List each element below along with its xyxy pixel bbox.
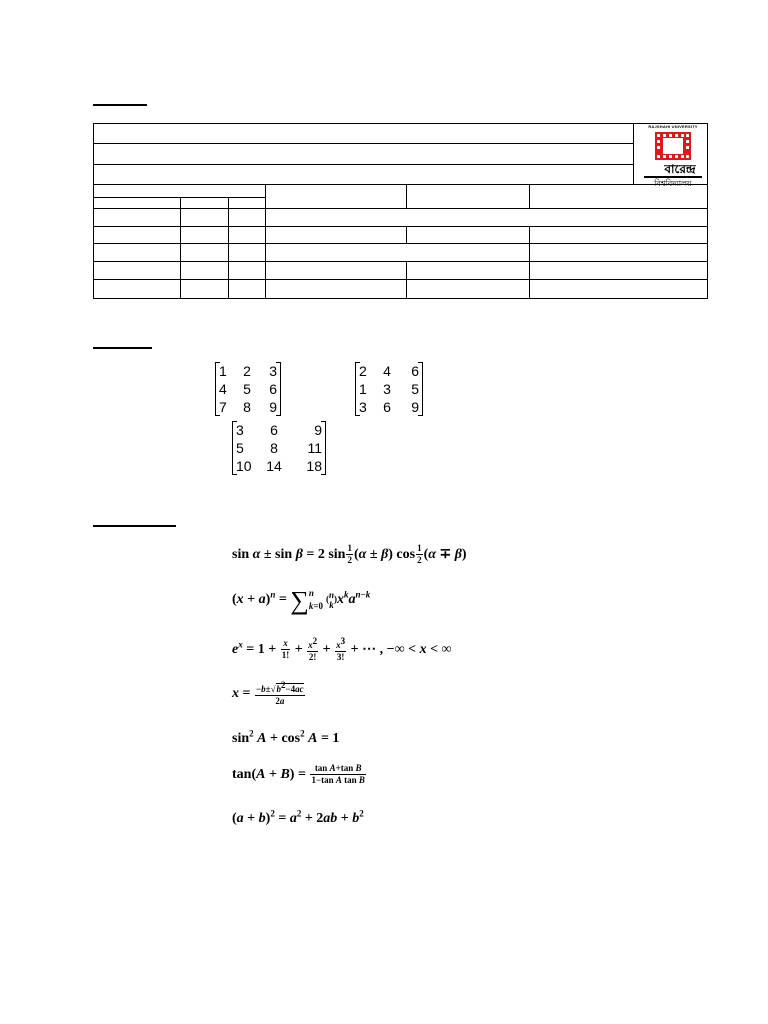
matrix-cell: 1 xyxy=(219,363,227,379)
formula-square-of-sum: $(a + b)^2 = a^2 + 2ab + b^2$ xyxy=(232,808,364,826)
header-table-col-line xyxy=(265,184,266,299)
matrix-b xyxy=(355,362,423,416)
matrix-right-bracket xyxy=(321,421,326,475)
matrix-cell: 9 xyxy=(269,399,277,415)
section-heading-underline-2 xyxy=(93,347,152,349)
header-table-row-line xyxy=(93,197,265,198)
formula-pythagorean-identity: $\sin^2 A + \cos^2 A = 1$ xyxy=(232,728,340,746)
header-table-row-line xyxy=(93,226,708,227)
matrix-cell: 9 xyxy=(411,399,419,415)
header-table-col-line xyxy=(228,197,229,299)
logo-bengali-line-2: বিশ্ববিদ্যালয় xyxy=(654,179,692,188)
matrix-right-bracket xyxy=(418,362,423,416)
matrix-cell: 5 xyxy=(236,440,244,456)
header-table-row-line xyxy=(93,184,708,185)
header-table-row-line xyxy=(93,208,708,209)
matrix-cell: 7 xyxy=(219,399,227,415)
header-table-col-line xyxy=(406,226,407,243)
matrix-cell: 4 xyxy=(383,363,391,379)
matrix-left-bracket xyxy=(355,362,360,416)
matrix-sum xyxy=(232,421,326,475)
matrix-right-bracket xyxy=(276,362,281,416)
formula-sum-of-sines: sin α ± sin β = 2 sin $\frac{1}{2}$ (α ± β) cos $\frac{1}{2}$ (α ∓ β) xyxy=(232,543,467,565)
matrix-cell: 5 xyxy=(243,381,251,397)
matrix-cell: 3 xyxy=(236,422,244,438)
formula-quadratic: x = $\frac{-b\pm√b^2-4ac}{2a}$ xyxy=(232,680,304,706)
matrix-cell: 11 xyxy=(307,440,322,456)
matrix-a xyxy=(215,362,281,416)
matrix-cell: 5 xyxy=(411,381,419,397)
header-table-col-line xyxy=(529,226,530,299)
header-table xyxy=(93,123,708,299)
matrix-left-bracket xyxy=(232,421,237,475)
matrix-a-grid xyxy=(219,362,277,416)
matrix-cell: 8 xyxy=(243,399,251,415)
header-table-col-line xyxy=(406,184,407,208)
matrix-sum-grid xyxy=(236,421,322,475)
logo-top-text: RAJSHAHI UNIVERSITY xyxy=(648,124,698,129)
matrix-cell: 9 xyxy=(314,422,322,438)
matrix-cell: 18 xyxy=(306,458,322,474)
matrix-cell: 6 xyxy=(383,399,391,415)
logo-bengali-line-1: বারেন্দ্র xyxy=(664,162,696,176)
matrix-cell: 3 xyxy=(359,399,367,415)
header-table-logo-divider xyxy=(633,123,634,184)
formula-exponential-series: $e^x = 1$ + $\frac{x}{1!}$ + $\frac{x^2}{2!}$ + $\frac{x^3}{3!}$ + ⋯ , −∞ < x < ∞ xyxy=(232,636,452,662)
logo-emblem-icon xyxy=(653,131,693,161)
matrix-cell: 14 xyxy=(266,458,282,474)
matrix-cell: 6 xyxy=(269,381,277,397)
matrix-cell: 2 xyxy=(243,363,251,379)
header-table-row-line xyxy=(93,143,633,144)
header-table-row-line xyxy=(93,164,633,165)
header-table-col-line xyxy=(529,184,530,208)
matrix-cell: 6 xyxy=(411,363,419,379)
header-table-col-line xyxy=(406,261,407,299)
university-logo xyxy=(640,124,706,188)
section-heading-underline-3 xyxy=(93,525,176,527)
matrix-cell: 2 xyxy=(359,363,367,379)
formula-binomial-theorem: $(x + a)^n$ = ∑ n k=0 ( n k )$x^ka^{n-k}$ xyxy=(232,586,371,615)
matrix-cell: 10 xyxy=(236,458,252,474)
matrix-cell: 1 xyxy=(359,381,367,397)
matrix-left-bracket xyxy=(215,362,220,416)
section-heading-underline-1 xyxy=(93,104,147,106)
formula-tangent-sum: tan(A + B) = $\frac{\text{tan A+tan B}}{\text{1−tan A tan B}}$ xyxy=(232,763,365,785)
header-table-row-line xyxy=(93,261,708,262)
matrix-cell: 8 xyxy=(270,440,278,456)
matrix-cell: 6 xyxy=(270,422,278,438)
matrix-cell: 3 xyxy=(383,381,391,397)
matrix-cell: 4 xyxy=(219,381,227,397)
matrix-cell: 3 xyxy=(269,363,277,379)
header-table-col-line xyxy=(180,197,181,299)
matrix-b-grid xyxy=(359,362,419,416)
header-table-row-line xyxy=(93,279,708,280)
header-table-row-line xyxy=(93,243,708,244)
